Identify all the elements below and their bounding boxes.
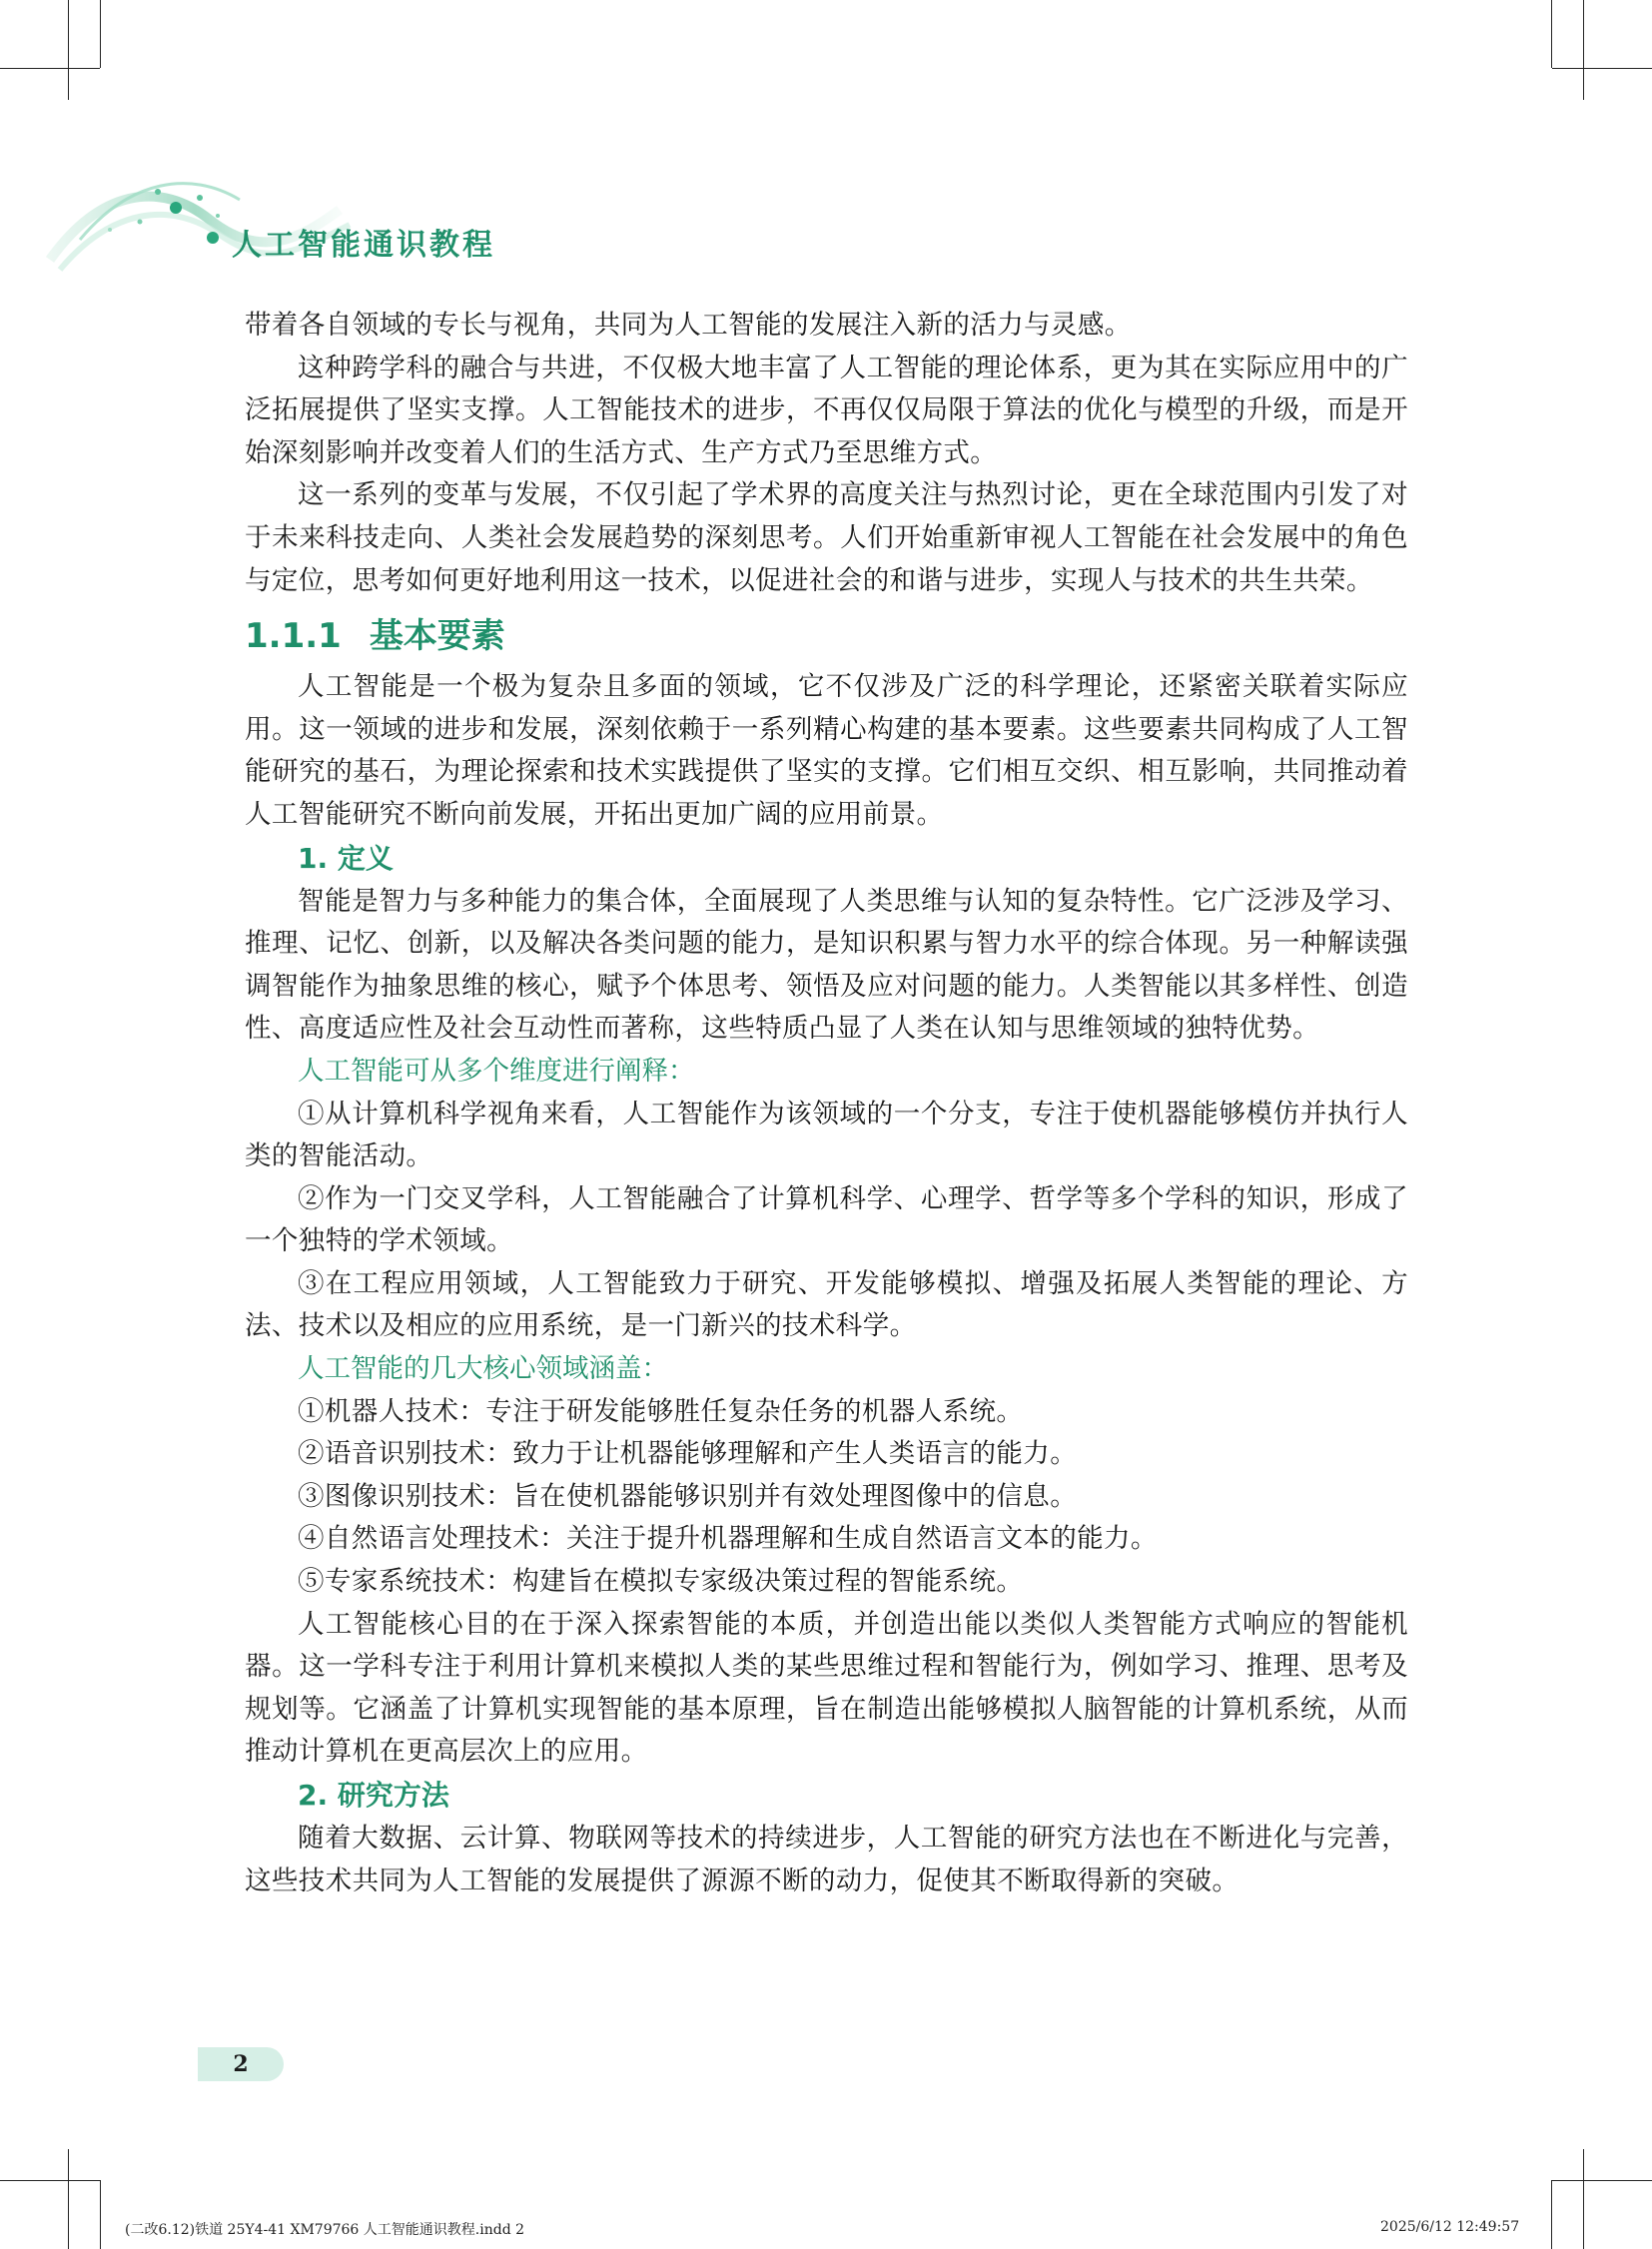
list-item: ③在工程应用领域，人工智能致力于研究、开发能够模拟、增强及拓展人类智能的理论、方法、技术以及相应的应用系统，是一门新兴的技术科学。 <box>245 1267 1408 1342</box>
page-body <box>245 305 1408 1902</box>
header-bullet-icon <box>207 232 219 244</box>
running-header-title: 人工智能通识教程 <box>232 228 495 263</box>
subsection-heading-research-methods: 2. 研究方法 <box>298 1779 449 1812</box>
crop-mark <box>1583 0 1584 100</box>
paragraph: 人工智能是一个极为复杂且多面的领域，它不仅涉及广泛的科学理论，还紧密关联着实际应用。这一领域的进步和发展，深刻依赖于一系列精心构建的基本要素。这些要素共同构成了人工智能研究的基石，为理论探索和技术实践提供了坚实的支撑。它们相互交织、相互影响，共同推动着人工智能研究不断向前发展，开拓出更加广阔的应用前景。 <box>245 671 1408 830</box>
lead-in-dimensions: 人工智能可从多个维度进行阐释： <box>298 1055 695 1087</box>
section-title: 基本要素 <box>369 616 505 657</box>
crop-mark <box>68 0 69 100</box>
paragraph: 人工智能核心目的在于深入探索智能的本质，并创造出能以类似人类智能方式响应的智能机器。这一学科专注于利用计算机来模拟人类的某些思维过程和智能行为，例如学习、推理、思考及规划等。它涵盖了计算机实现智能的基本原理，旨在制造出能够模拟人脑智能的计算机系统，从而推动计算机在更高层次上的应用。 <box>245 1608 1408 1768</box>
list-item: ①机器人技术：专注于研发能够胜任复杂任务的机器人系统。 <box>298 1395 1024 1427</box>
crop-mark <box>1551 2180 1552 2249</box>
paragraph: 带着各自领域的专长与视角，共同为人工智能的发展注入新的活力与灵感。 <box>245 310 1132 341</box>
crop-mark <box>100 2180 101 2249</box>
footer-file-slug: (二改6.12)铁道 25Y4-41 XM79766 人工智能通识教程.indd 2 <box>125 2222 525 2238</box>
page-number: 2 <box>198 2047 284 2081</box>
crop-mark <box>68 2149 69 2249</box>
list-item: ①从计算机科学视角来看，人工智能作为该领域的一个分支，专注于使机器能够模仿并执行人类的智能活动。 <box>245 1098 1408 1172</box>
crop-mark <box>1583 2149 1584 2249</box>
section-number: 1.1.1 <box>245 616 342 657</box>
paragraph: 这种跨学科的融合与共进，不仅极大地丰富了人工智能的理论体系，更为其在实际应用中的广泛拓展提供了坚实支撑。人工智能技术的进步，不再仅仅局限于算法的优化与模型的升级，而是开始深刻影响并改变着人们的生活方式、生产方式乃至思维方式。 <box>245 352 1408 468</box>
section-heading <box>245 610 1408 662</box>
paragraph: 智能是智力与多种能力的集合体，全面展现了人类思维与认知的复杂特性。它广泛涉及学习、推理、记忆、创新，以及解决各类问题的能力，是知识积累与智力水平的综合体现。另一种解读强调智能作为抽象思维的核心，赋予个体思考、领悟及应对问题的能力。人类智能以其多样性、创造性、高度适应性及社会互动性而著称，这些特质凸显了人类在认知与思维领域的独特优势。 <box>245 885 1408 1045</box>
crop-mark <box>0 68 100 69</box>
crop-mark <box>0 2180 100 2181</box>
footer-timestamp: 2025/6/12 12:49:57 <box>1380 2219 1520 2235</box>
list-item: ⑤专家系统技术：构建旨在模拟专家级决策过程的智能系统。 <box>298 1566 1024 1598</box>
paragraph: 这一系列的变革与发展，不仅引起了学术界的高度关注与热烈讨论，更在全球范围内引发了对于未来科技走向、人类社会发展趋势的深刻思考。人们开始重新审视人工智能在社会发展中的角色与定位，思考如何更好地利用这一技术，以促进社会的和谐与进步，实现人与技术的共生共荣。 <box>245 479 1408 596</box>
crop-mark <box>1552 68 1652 69</box>
crop-mark <box>100 0 101 68</box>
subsection-heading-definition: 1. 定义 <box>298 841 394 875</box>
paragraph: 随着大数据、云计算、物联网等技术的持续进步，人工智能的研究方法也在不断进化与完善，这些技术共同为人工智能的发展提供了源源不断的动力，促使其不断取得新的突破。 <box>245 1823 1408 1896</box>
crop-mark <box>1551 0 1552 68</box>
crop-mark <box>1552 2180 1652 2181</box>
list-item: ②语音识别技术：致力于让机器能够理解和产生人类语言的能力。 <box>298 1438 1078 1470</box>
lead-in-core-fields: 人工智能的几大核心领域涵盖： <box>298 1353 668 1385</box>
list-item: ④自然语言处理技术：关注于提升机器理解和生成自然语言文本的能力。 <box>298 1523 1158 1555</box>
list-item: ②作为一门交叉学科，人工智能融合了计算机科学、心理学、哲学等多个学科的知识，形成了一个独特的学术领域。 <box>245 1182 1408 1257</box>
list-item: ③图像识别技术：旨在使机器能够识别并有效处理图像中的信息。 <box>298 1480 1078 1512</box>
